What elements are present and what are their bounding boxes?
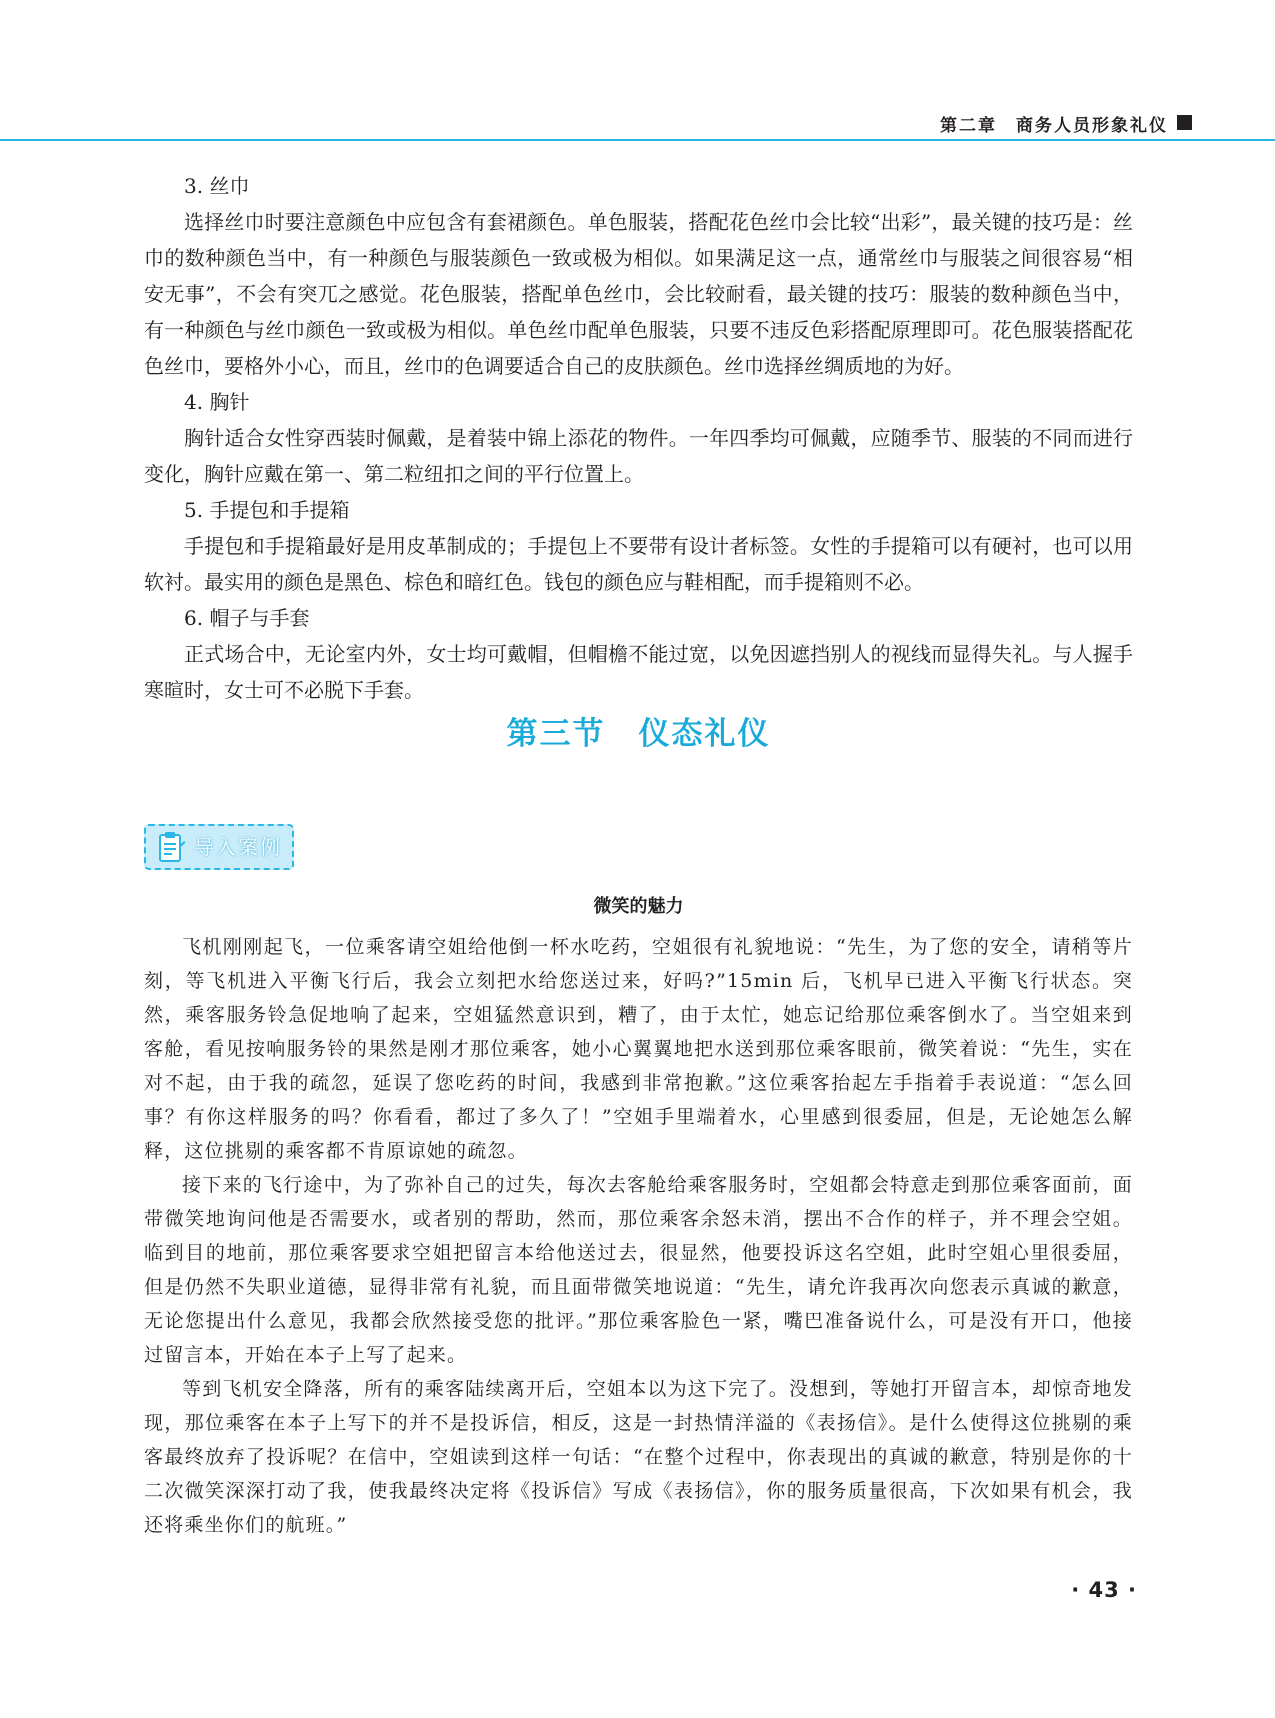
page-body xyxy=(144,168,1133,1542)
bag-paragraph: 手提包和手提箱最好是用皮革制成的；手提包上不要带有设计者标签。女性的手提箱可以有硬衬，也可以用软衬。最实用的颜色是黑色、棕色和暗红色。钱包的颜色应与鞋相配，而手提箱则不必。 xyxy=(144,534,1133,594)
scarf-heading: 3. 丝巾 xyxy=(184,174,250,198)
scarf-paragraph: 选择丝巾时要注意颜色中应包含有套裙颜色。单色服装，搭配花色丝巾会比较“出彩”，最关键的技巧是：丝巾的数种颜色当中，有一种颜色与服装颜色一致或极为相似。如果满足这一点，通常丝巾与服装之间很容易“相安无事”，不会有突兀之感觉。花色服装，搭配单色丝巾，会比较耐看，最关键的技巧：服装的数种颜色当中，有一种颜色与丝巾颜色一致或极为相似。单色丝巾配单色服装，只要不违反色彩搭配原理即可。花色服装搭配花色丝巾，要格外小心，而且，丝巾的色调要适合自己的皮肤颜色。丝巾选择丝绸质地的为好。 xyxy=(144,210,1133,378)
case-paragraph: 飞机刚刚起飞，一位乘客请空姐给他倒一杯水吃药，空姐很有礼貌地说：“先生，为了您的安全，请稍等片刻，等飞机进入平衡飞行后，我会立刻把水给您送过来，好吗?”15min 后，飞机早已进入平衡飞行状态。突然，乘客服务铃急促地响了起来，空姐猛然意识到，糟了，由于太忙，她忘记给那位乘客倒水了。当空姐来到客舱，看见按响服务铃的果然是刚才那位乘客，她小心翼翼地把水送到那位乘客眼前，微笑着说：“先生，实在对不起，由于我的疏忽，延误了您吃药的时间，我感到非常抱歉。”这位乘客抬起左手指着手表说道：“怎么回事？有你这样服务的吗？你看看，都过了多久了！”空姐手里端着水，心里感到很委屈，但是，无论她怎么解释，这位挑剔的乘客都不肯原谅她的疏忽。 xyxy=(144,936,1133,1162)
case-badge xyxy=(144,824,294,870)
header-square-marker xyxy=(1177,115,1192,130)
case-paragraph: 等到飞机安全降落，所有的乘客陆续离开后，空姐本以为这下完了。没想到，等她打开留言本，却惊奇地发现，那位乘客在本子上写下的并不是投诉信，相反，这是一封热情洋溢的《表扬信》。是什么使得这位挑剔的乘客最终放弃了投诉呢？在信中，空姐读到这样一句话：“在整个过程中，你表现出的真诚的歉意，特别是你的十二次微笑深深打动了我，使我最终决定将《投诉信》写成《表扬信》，你的服务质量很高，下次如果有机会，我还将乘坐你们的航班。” xyxy=(144,1378,1133,1536)
header-rule xyxy=(0,139,1275,141)
case-badge-label: 导入案例 xyxy=(194,835,282,859)
hat-heading: 6. 帽子与手套 xyxy=(184,606,310,630)
case-title: 微笑的魅力 xyxy=(593,896,684,917)
page-number: · 43 · xyxy=(1071,1578,1137,1602)
brooch-heading: 4. 胸针 xyxy=(184,390,250,414)
bag-heading: 5. 手提包和手提箱 xyxy=(184,498,350,522)
brooch-paragraph: 胸针适合女性穿西装时佩戴，是着装中锦上添花的物件。一年四季均可佩戴，应随季节、服装的不同而进行变化，胸针应戴在第一、第二粒纽扣之间的平行位置上。 xyxy=(144,426,1133,486)
section-heading: 第三节 仪态礼仪 xyxy=(506,716,771,752)
hat-paragraph: 正式场合中，无论室内外，女士均可戴帽，但帽檐不能过宽，以免因遮挡别人的视线而显得失礼。与人握手寒暄时，女士可不必脱下手套。 xyxy=(144,642,1133,702)
chapter-title: 第二章 商务人员形象礼仪 xyxy=(940,116,1168,136)
case-paragraph: 接下来的飞行途中，为了弥补自己的过失，每次去客舱给乘客服务时，空姐都会特意走到那位乘客面前，面带微笑地询问他是否需要水，或者别的帮助，然而，那位乘客余怒未消，摆出不合作的样子，并不理会空姐。临到目的地前，那位乘客要求空姐把留言本给他送过去，很显然，他要投诉这名空姐，此时空姐心里很委屈，但是仍然不失职业道德，显得非常有礼貌，而且面带微笑地说道：“先生，请允许我再次向您表示真诚的歉意，无论您提出什么意见，我都会欣然接受您的批评。”那位乘客脸色一紧，嘴巴准备说什么，可是没有开口，他接过留言本，开始在本子上写了起来。 xyxy=(144,1174,1133,1366)
case-story xyxy=(144,930,1133,1542)
clipboard-icon xyxy=(158,831,186,863)
